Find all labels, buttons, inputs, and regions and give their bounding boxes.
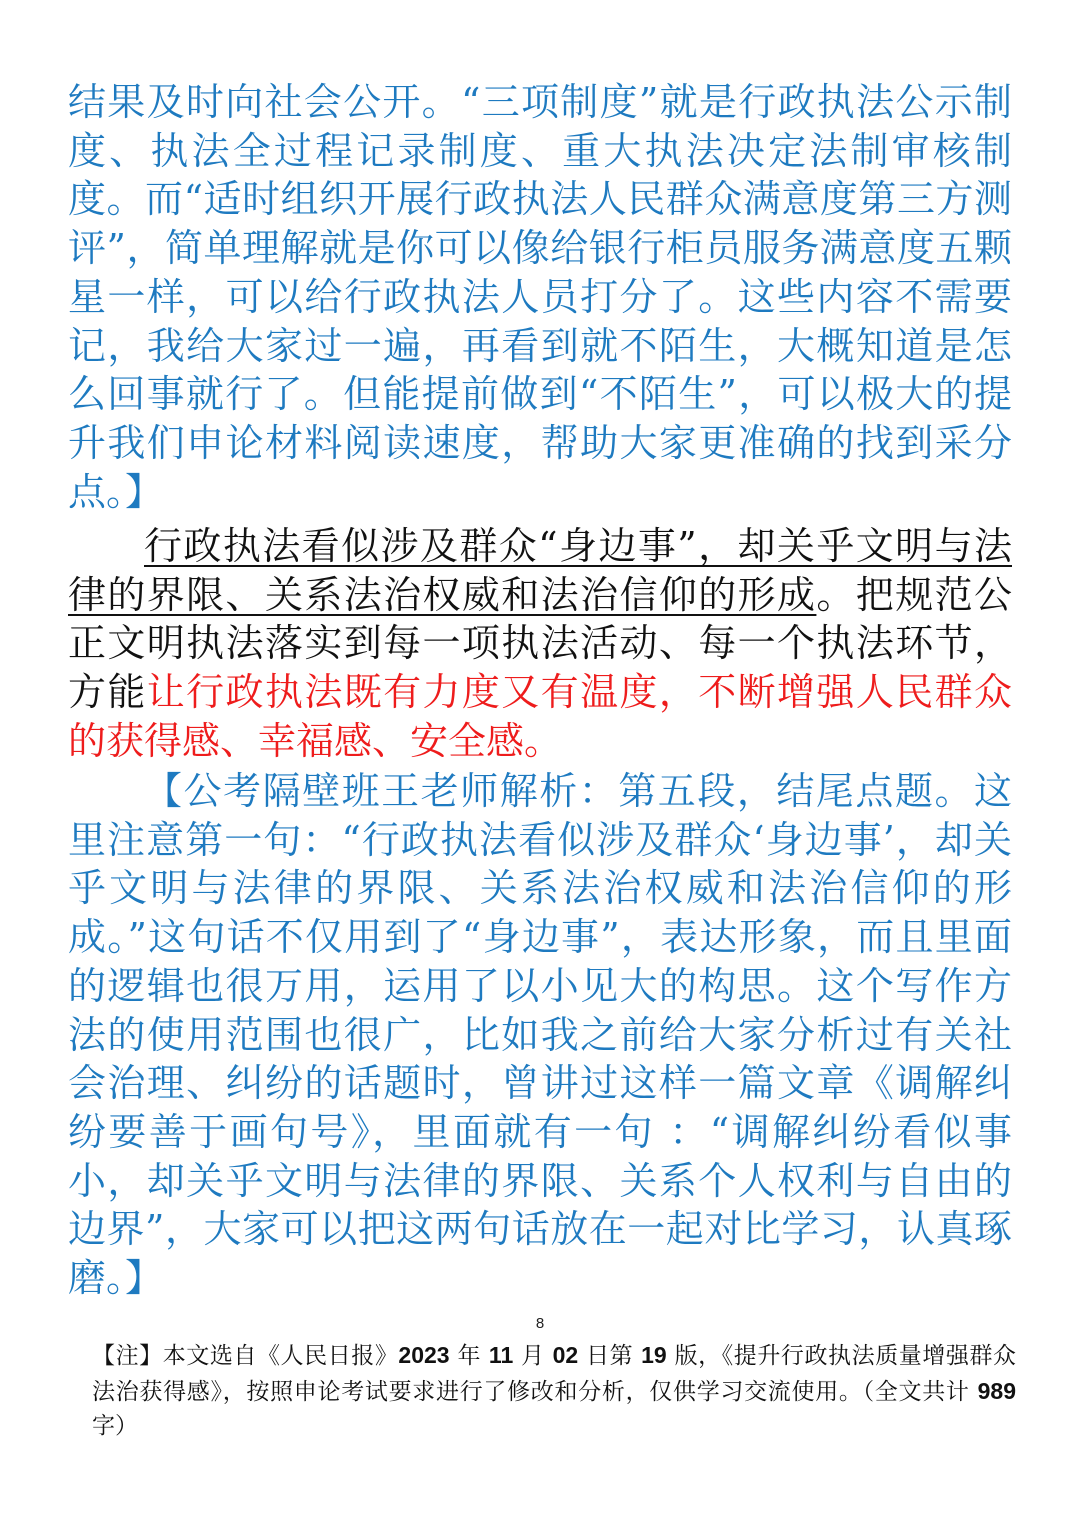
source-footnote bbox=[92, 1338, 1016, 1444]
footnote-day: 02 bbox=[552, 1342, 579, 1368]
footnote-text: 月 bbox=[513, 1343, 553, 1369]
footnote-edition: 19 bbox=[641, 1342, 667, 1368]
footnote-text: 【注】本文选自《人民日报》 bbox=[92, 1343, 399, 1369]
footnote-month: 11 bbox=[488, 1342, 514, 1368]
footnote-text: 年 bbox=[449, 1343, 489, 1369]
footnote-text: 日第 bbox=[578, 1343, 642, 1369]
analysis-paragraph-continued: 结果及时向社会公开。“三项制度”就是行政执法公示制度、执法全过程记录制度、重大执法决定法制审核制度。而“适时组织开展行政执法人民群众满意度第三方测评”，简单理解就是你可以像给银行柜员服务满意度五颗星一样，可以给行政执法人员打分了。这些内容不需要记，我给大家过一遍，再看到就不陌生，大概知道是怎么回事就行了。但能提前做到“不陌生”，可以极大的提升我们申论材料阅读速度，帮助大家更准确的找到采分点。】 bbox=[68, 80, 1012, 514]
highlighted-conclusion: 让行政执法既有力度又有温度，不断增强人民群众的获得感、幸福感、安全感。 bbox=[68, 670, 1012, 763]
article-paragraph-5 bbox=[68, 522, 1012, 766]
underlined-sentence: 行政执法看似涉及群众“身边事”，却关乎文明与法律的界限、关系法治权威和法治信仰的形成 bbox=[68, 524, 1012, 617]
footnote-text: 版，《提升行政执法质量增强群众法治获得感》，按照申论考试要求进行了修改和分析，仅供学习交流使用。（全文共计 bbox=[92, 1343, 1017, 1405]
page-number: 8 bbox=[535, 1315, 545, 1332]
footnote-year: 2023 bbox=[398, 1342, 450, 1368]
article-plain-text: 。把规范公正文明执法落实到每一项执法活动、每一个执法环节，方能 bbox=[68, 572, 1012, 715]
footnote-word-count: 989 bbox=[977, 1377, 1016, 1404]
analysis-paragraph-5: 【公考隔壁班王老师解析：第五段，结尾点题。这里注意第一句：“行政执法看似涉及群众‘身边事’，却关乎文明与法律的界限、关系法治权威和法治信仰的形成。”这句话不仅用到了“身边事”，表达形象，而且里面的逻辑也很万用，运用了以小见大的构思。这个写作方法的使用范围也很广，比如我之前给大家分析过有关社会治理、纠纷的话题时，曾讲过这样一篇文章《调解纠纷要善于画句号》，里面就有一句 ：“调解纠纷看似事小，却关乎文明与法律的界限、关系个人权利与自由的边界”，大家可以把这两句话放在一起对比学习，认真琢磨。】 bbox=[68, 769, 1012, 1301]
footnote-text: 字） bbox=[92, 1413, 138, 1439]
